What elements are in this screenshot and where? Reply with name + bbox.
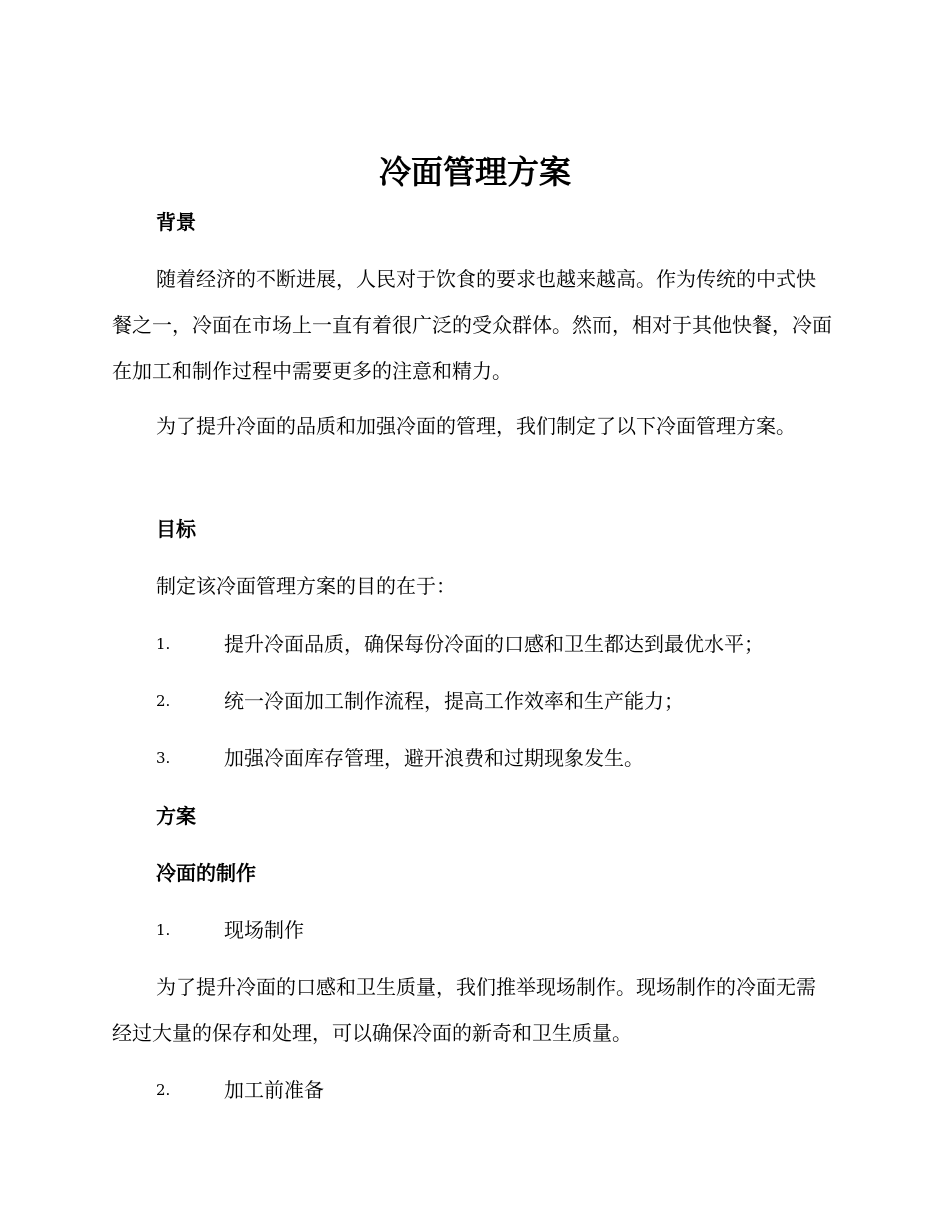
- plan-list-item: [156, 916, 836, 944]
- list-text: 加强冷面库存管理，避开浪费和过期现象发生。: [224, 746, 644, 770]
- background-paragraph-1: 随着经济的不断进展，人民对于饮食的要求也越来越高。作为传统的中式快餐之一，冷面在市场上一直有着很广泛的受众群体。然而，相对于其他快餐，冷面在加工和制作过程中需要更多的注意和精力。: [112, 267, 832, 383]
- plan-paragraph: 为了提升冷面的口感和卫生质量，我们推举现场制作。现场制作的冷面无需经过大量的保存和处理，可以确保冷面的新奇和卫生质量。: [112, 975, 816, 1045]
- goal-list-item: [156, 687, 836, 715]
- list-number: 2.: [156, 692, 171, 710]
- list-text: 加工前准备: [224, 1078, 324, 1102]
- list-number: 2.: [156, 1081, 171, 1099]
- list-text: 现场制作: [224, 918, 304, 942]
- goal-intro: 制定该冷面管理方案的目的在于：: [156, 574, 456, 598]
- plan-list-item: [156, 1076, 836, 1104]
- section-heading-goal: 目标: [156, 517, 196, 541]
- subsection-heading-making: 冷面的制作: [156, 861, 256, 885]
- list-number: 1.: [156, 921, 171, 939]
- goal-list-item: [156, 630, 836, 658]
- goal-list-item: [156, 744, 836, 772]
- section-heading-plan: 方案: [156, 804, 196, 828]
- list-text: 统一冷面加工制作流程，提高工作效率和生产能力；: [224, 689, 684, 713]
- section-heading-background: 背景: [156, 210, 196, 234]
- list-text: 提升冷面品质，确保每份冷面的口感和卫生都达到最优水平；: [224, 632, 764, 656]
- background-paragraph-2: 为了提升冷面的品质和加强冷面的管理，我们制定了以下冷面管理方案。: [156, 414, 796, 438]
- list-number: 3.: [156, 749, 171, 767]
- document-title: 冷面管理方案: [378, 153, 571, 191]
- list-number: 1.: [156, 635, 171, 653]
